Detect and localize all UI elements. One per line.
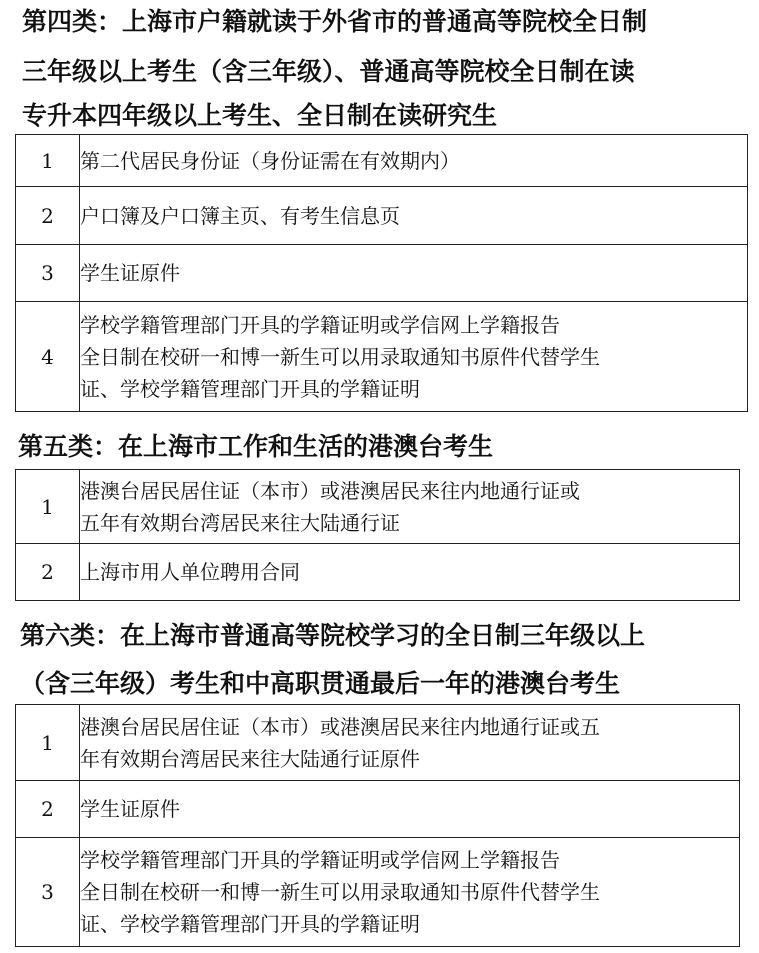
row-number: 1 [16,470,80,544]
category-6-heading [20,615,750,705]
row-number: 2 [16,544,80,601]
row-content [80,544,740,601]
table-row [16,544,740,601]
row-text-line: 港澳台居民居住证（本市）或港澳居民来往内地通行证或五 [80,714,600,739]
category-4-heading-line: 第四类：上海市户籍就读于外省市的普通高等院校全日制 [22,7,648,36]
row-text-line: 第二代居民身份证（身份证需在有效期内） [80,148,460,173]
table-row [16,470,740,544]
row-text-line: 年有效期台湾居民来往大陆通行证原件 [80,746,420,771]
table-row [16,135,748,187]
row-number: 2 [16,781,80,838]
table-row [16,245,748,302]
category-6-heading-line: （含三年级）考生和中高职贯通最后一年的港澳台考生 [20,669,621,698]
category-5-heading-line: 第五类：在上海市工作和生活的港澳台考生 [18,432,494,461]
row-text-line: 学校学籍管理部门开具的学籍证明或学信网上学籍报告 [80,312,560,337]
row-content [80,135,748,187]
row-number: 4 [16,302,80,412]
row-content [80,245,748,302]
row-number: 3 [16,838,80,947]
row-text-line: 学校学籍管理部门开具的学籍证明或学信网上学籍报告 [80,848,560,872]
row-number: 1 [16,135,80,187]
table-row [16,187,748,245]
row-content [80,838,740,947]
table-row [16,781,740,838]
row-content [80,705,740,781]
row-content [80,187,748,245]
table-row [16,838,740,947]
category-4-heading-line: 三年级以上考生（含三年级）、普通高等院校全日制在读 [22,57,635,86]
row-number: 1 [16,705,80,781]
row-content [80,302,748,412]
row-text-line: 全日制在校研一和博一新生可以用录取通知书原件代替学生 [80,344,600,369]
row-text-line: 上海市用人单位聘用合同 [80,560,300,584]
row-text-line: 学生证原件 [80,797,180,821]
category-6-heading-line: 第六类：在上海市普通高等院校学习的全日制三年级以上 [20,621,646,650]
row-number: 2 [16,187,80,245]
table-row [16,302,748,412]
row-text-line: 五年有效期台湾居民来往大陆通行证 [80,510,400,535]
row-content [80,470,740,544]
category-6-table [15,704,740,947]
category-4-heading [22,0,752,135]
row-content [80,781,740,838]
row-text-line: 全日制在校研一和博一新生可以用录取通知书原件代替学生 [80,880,600,904]
category-5-table [15,469,740,601]
row-text-line: 港澳台居民居住证（本市）或港澳居民来往内地通行证或 [80,478,580,503]
category-5-heading [18,430,748,464]
row-number: 3 [16,245,80,302]
category-4-heading-line: 专升本四年级以上考生、全日制在读研究生 [22,101,498,130]
row-text-line: 户口簿及户口簿主页、有考生信息页 [80,203,400,228]
row-text-line: 学生证原件 [80,261,180,285]
row-text-line: 证、学校学籍管理部门开具的学籍证明 [80,912,420,936]
row-text-line: 证、学校学籍管理部门开具的学籍证明 [80,376,420,401]
category-4-table [15,134,748,412]
table-row [16,705,740,781]
